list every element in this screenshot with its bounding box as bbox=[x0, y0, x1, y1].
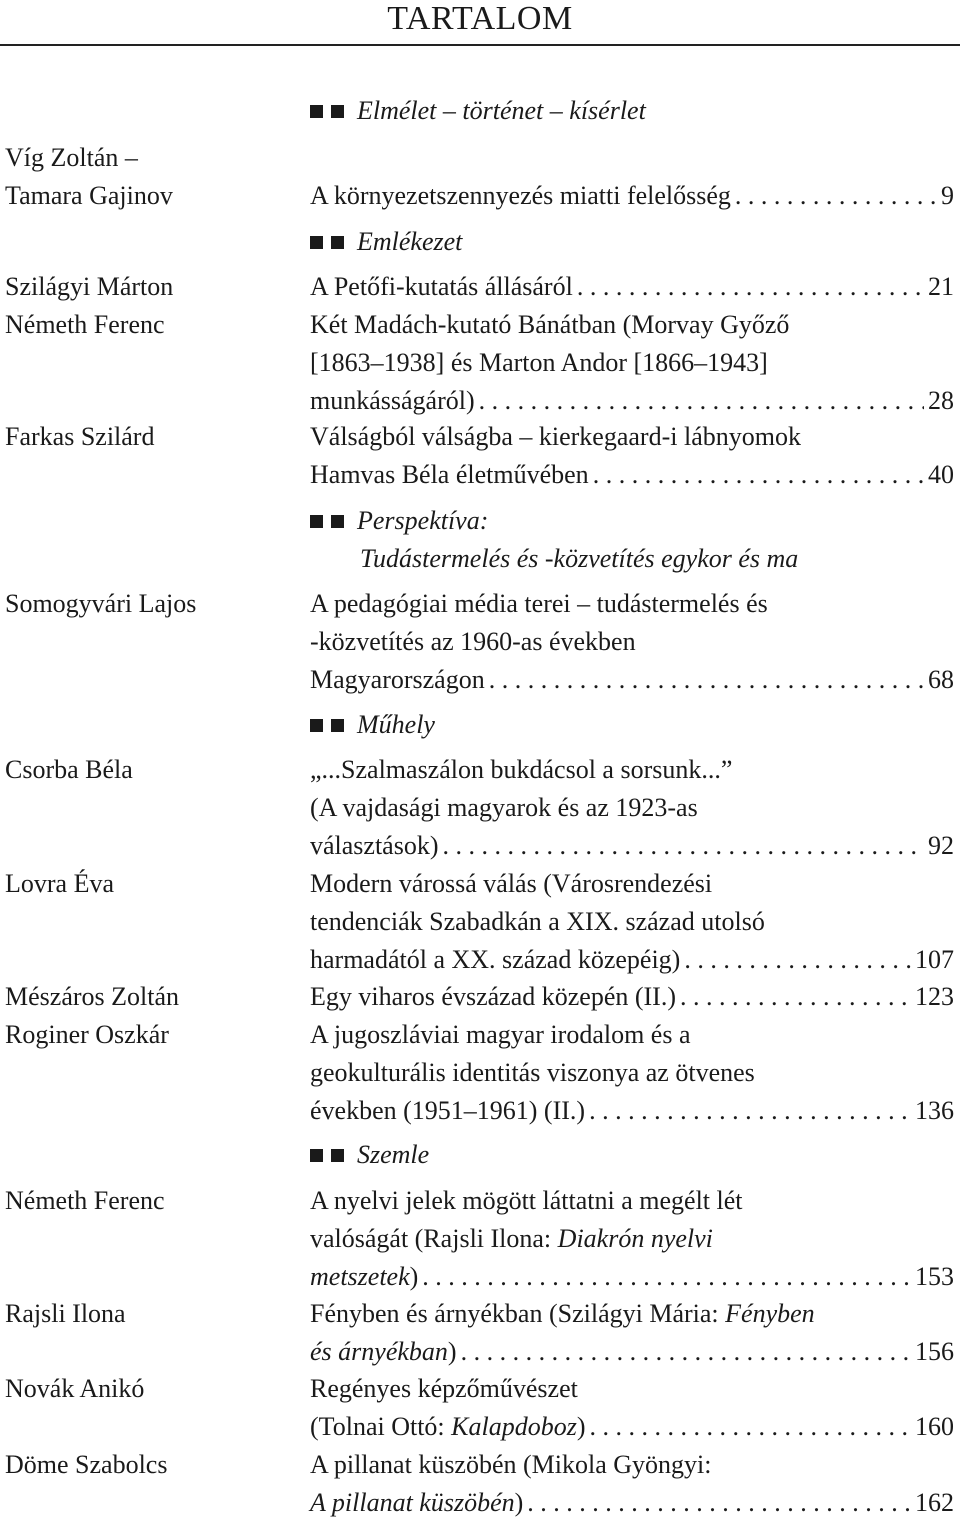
entry-author: Mészáros Zoltán bbox=[5, 982, 180, 1011]
section-heading bbox=[310, 1136, 950, 1174]
page-number: 162 bbox=[915, 1488, 954, 1517]
page-number: 9 bbox=[941, 181, 954, 210]
page-number: 160 bbox=[915, 1412, 954, 1441]
section-heading bbox=[310, 92, 950, 130]
entry-title: Regényes képzőművészet (Tolnai Ottó: Kalapdoboz) . . . 160 bbox=[310, 1370, 954, 1446]
entry-author: Németh Ferenc bbox=[5, 1186, 165, 1215]
entry-author: Lovra Éva bbox=[5, 869, 115, 898]
section-label: Szemle bbox=[357, 1140, 430, 1169]
entry-author: Víg Zoltán – Tamara Gajinov bbox=[5, 143, 173, 210]
square-bullet-icon bbox=[331, 515, 344, 528]
page-number: 40 bbox=[928, 460, 954, 489]
page-number: 153 bbox=[915, 1262, 954, 1291]
dot-leader bbox=[577, 268, 924, 306]
entry-title: Egy viharos évszázad közepén (II.) . . . 123 bbox=[310, 978, 954, 1016]
entry-author: Csorba Béla bbox=[5, 755, 133, 784]
page-number: 156 bbox=[915, 1337, 954, 1366]
dot-leader bbox=[422, 1258, 911, 1296]
page-number: 123 bbox=[915, 982, 954, 1011]
square-bullet-icon bbox=[331, 719, 344, 732]
section-heading bbox=[310, 502, 950, 578]
page-number: 136 bbox=[915, 1096, 954, 1125]
entry-title: Válságból válságba – kierkegaard-i lábnyomok Hamvas Béla életművében . . . 40 bbox=[310, 418, 954, 494]
dot-leader bbox=[593, 456, 924, 494]
square-bullet-icon bbox=[310, 515, 323, 528]
page-number: 107 bbox=[915, 945, 954, 974]
square-bullet-icon bbox=[310, 719, 323, 732]
entry-title: A környezetszennyezés miatti felelősség . . . 9 bbox=[310, 177, 954, 215]
section-heading bbox=[310, 223, 950, 261]
section-label: Műhely bbox=[357, 710, 435, 739]
dot-leader bbox=[443, 827, 924, 865]
section-label: Emlékezet bbox=[357, 227, 463, 256]
section-label: Perspektíva: bbox=[357, 506, 489, 535]
square-bullet-icon bbox=[310, 105, 323, 118]
page-number: 21 bbox=[928, 272, 954, 301]
entry-title: Két Madách-kutató Bánátban (Morvay Győző [1863–1938] és Marton Andor [1866–1943] munkásságáról) . . . 28 bbox=[310, 306, 954, 420]
entry-author: Novák Anikó bbox=[5, 1374, 145, 1403]
section-heading bbox=[310, 706, 950, 744]
dot-leader bbox=[684, 941, 911, 979]
dot-leader bbox=[589, 1092, 911, 1130]
entry-author: Szilágyi Márton bbox=[5, 272, 174, 301]
entry-author: Rajsli Ilona bbox=[5, 1299, 126, 1328]
page-title: TARTALOM bbox=[387, 0, 573, 37]
entry-title: A nyelvi jelek mögött láttatni a megélt lét valóságát (Rajsli Ilona: Diakrón nyelvi metszetek) . . . 153 bbox=[310, 1182, 954, 1296]
dot-leader bbox=[680, 978, 911, 1016]
dot-leader bbox=[735, 177, 937, 215]
title-rule bbox=[0, 44, 960, 46]
dot-leader bbox=[479, 382, 924, 420]
dot-leader bbox=[590, 1408, 911, 1446]
square-bullet-icon bbox=[310, 236, 323, 249]
entry-title: A jugoszláviai magyar irodalom és a geokulturális identitás viszonya az ötvenes években (1951–1961) (II.) . . . 136 bbox=[310, 1016, 954, 1130]
page-number: 92 bbox=[928, 831, 954, 860]
page-number: 68 bbox=[928, 665, 954, 694]
entry-title: Fényben és árnyékban (Szilágyi Mária: Fényben és árnyékban) . . . 156 bbox=[310, 1295, 954, 1371]
dot-leader bbox=[461, 1333, 911, 1371]
entry-author: Somogyvári Lajos bbox=[5, 589, 197, 618]
entry-title: „...Szalmaszálon bukdácsol a sorsunk...” (A vajdasági magyarok és az 1923-as választások) . . . 92 bbox=[310, 751, 954, 865]
section-label: Elmélet – történet – kísérlet bbox=[357, 96, 646, 125]
entry-title: A pedagógiai média terei – tudástermelés és -közvetítés az 1960-as években Magyarországon . . . 68 bbox=[310, 585, 954, 699]
dot-leader bbox=[489, 661, 924, 699]
entry-title: A pillanat küszöbén (Mikola Gyöngyi: A pillanat küszöbén) . . . 162 bbox=[310, 1446, 954, 1522]
square-bullet-icon bbox=[331, 105, 344, 118]
square-bullet-icon bbox=[331, 236, 344, 249]
square-bullet-icon bbox=[310, 1149, 323, 1162]
entry-title: A Petőfi-kutatás állásáról . . . 21 bbox=[310, 268, 954, 306]
square-bullet-icon bbox=[331, 1149, 344, 1162]
entry-author: Németh Ferenc bbox=[5, 310, 165, 339]
entry-title: Modern várossá válás (Városrendezési tendenciák Szabadkán a XIX. század utolsó harmadától a XX. század közepéig) . . . 107 bbox=[310, 865, 954, 979]
page-number: 28 bbox=[928, 386, 954, 415]
entry-author: Farkas Szilárd bbox=[5, 422, 155, 451]
dot-leader bbox=[527, 1484, 911, 1522]
section-sublabel: Tudástermelés és -közvetítés egykor és ma bbox=[360, 544, 799, 573]
entry-author: Döme Szabolcs bbox=[5, 1450, 168, 1479]
entry-author: Roginer Oszkár bbox=[5, 1020, 169, 1049]
